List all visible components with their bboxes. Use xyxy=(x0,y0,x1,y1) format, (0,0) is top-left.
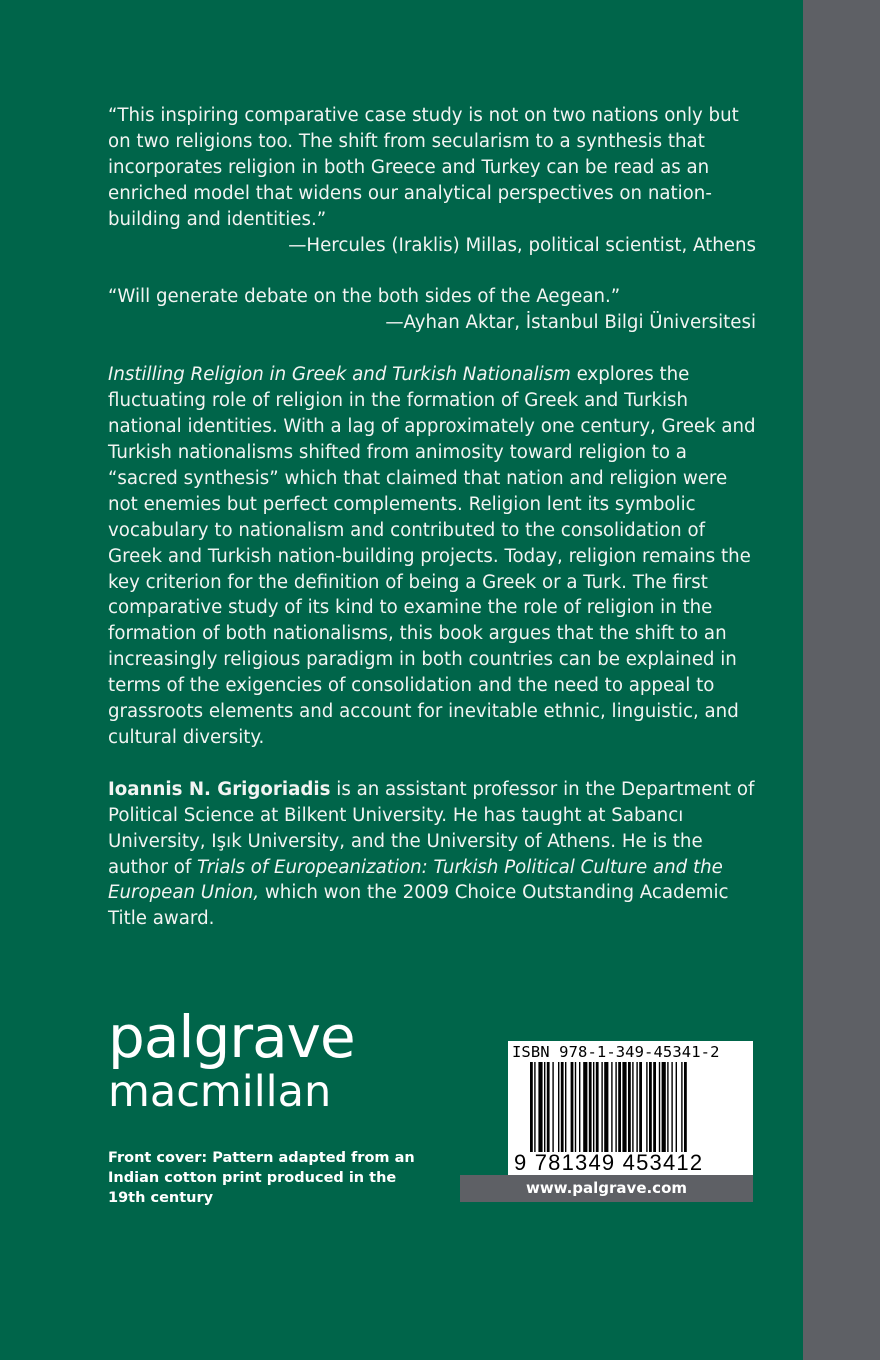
barcode-bar xyxy=(649,1062,652,1152)
quote-1-attribution: —Hercules (Iraklis) Millas, political scientist, Athens xyxy=(288,234,756,256)
barcode-bar xyxy=(622,1062,626,1152)
barcode-bar xyxy=(618,1062,621,1152)
barcode-bar xyxy=(575,1062,576,1152)
barcode-bar xyxy=(589,1062,592,1152)
barcode-bar xyxy=(646,1062,647,1152)
isbn-label: ISBN 978-1-349-45341-2 xyxy=(512,1043,720,1061)
author-name: Ioannis N. Grigoriadis xyxy=(108,778,331,800)
cover-credit-note: Front cover: Pattern adapted from an Indian cotton print produced in the 19th century xyxy=(108,1150,415,1206)
barcode-bars xyxy=(530,1062,730,1152)
publisher-logo-line-2: macmillan xyxy=(108,1067,332,1117)
barcode-bar xyxy=(571,1062,574,1152)
barcode-bar xyxy=(583,1062,587,1152)
barcode-bar xyxy=(596,1062,599,1152)
author-bio-text-1: is an assistant professor in the Department of Political Science at Bilkent University. He has taught at Sabancı University, Işık University, and the University of Athens. He is the author of xyxy=(108,778,755,878)
barcode-bar xyxy=(544,1062,545,1152)
barcode-bar xyxy=(530,1062,533,1152)
book-title: Instilling Religion in Greek and Turkish Nationalism xyxy=(108,364,571,386)
author-bio-text-2: which won the 2009 Choice Outstanding Academic Title award. xyxy=(108,882,729,930)
description-text: explores the fluctuating role of religion in the formation of Greek and Turkish national identities. With a lag of approximately one century, Greek and Turkish nationalisms shifted from animosity toward religion to a “sacred synthesis” which that claimed that nation and religion were not enemies but perfect complements. Religion lent its symbolic vocabulary to nationalism and contributed to the consolidation of Greek and Turkish nation-building projects. Today, religion remains the key criterion for the definition of being a Greek or a Turk. The first comparative study of its kind to examine the role of religion in the formation of both nationalisms, this book argues that the shift to an increasingly religious paradigm in both countries can be explained in terms of the exigencies of consolidation and the need to appeal to grassroots elements and account for inevitable ethnic, linguistic, and cultural diversity. xyxy=(108,364,756,748)
barcode-bar xyxy=(547,1062,550,1152)
barcode-bar xyxy=(659,1062,660,1152)
barcode-bar xyxy=(639,1062,642,1152)
publisher-url: www.palgrave.com xyxy=(460,1175,753,1202)
barcode-bar xyxy=(667,1062,668,1152)
barcode-digits: 9 781349 453412 xyxy=(514,1150,704,1175)
barcode-bar xyxy=(579,1062,580,1152)
barcode-bar xyxy=(593,1062,594,1152)
spine xyxy=(803,0,880,1360)
publisher-logo-line-1: palgrave xyxy=(108,1003,355,1071)
barcode-bar xyxy=(676,1062,677,1152)
barcode-bar xyxy=(534,1062,535,1152)
quote-2-attribution: —Ayhan Aktar, İstanbul Bilgi Üniversitesi xyxy=(385,312,756,334)
quote-2-text: “Will generate debate on the both sides of the Aegean.” xyxy=(108,286,621,308)
isbn-barcode xyxy=(508,1041,753,1175)
barcode-bar xyxy=(615,1062,616,1152)
author-other-book-title: Trials of Europeanization: Turkish Political Culture and the European Union, xyxy=(108,856,723,904)
barcode-bar xyxy=(671,1062,672,1152)
barcode-bar xyxy=(684,1062,687,1152)
barcode-bar xyxy=(561,1062,564,1152)
quote-1-text: “This inspiring comparative case study is not on two nations only but on two religions too. The shift from secularism to a synthesis that incorporates religion in both Greece and Turkey can be read as an enriched model that widens our analytical perspectives on nation-building and identities.” xyxy=(108,105,739,230)
barcode-bar xyxy=(538,1062,542,1152)
barcode-bar xyxy=(681,1062,682,1152)
author-bio xyxy=(108,777,756,932)
barcode-bar xyxy=(632,1062,633,1152)
barcode-bar xyxy=(558,1062,559,1152)
publisher-logo xyxy=(108,1003,355,1117)
barcode-bar xyxy=(604,1062,608,1152)
barcode-bar xyxy=(653,1062,656,1152)
book-description xyxy=(108,362,756,751)
barcode-bar xyxy=(552,1062,553,1152)
barcode-bar xyxy=(565,1062,566,1152)
barcode-bar xyxy=(601,1062,602,1152)
back-cover-text xyxy=(108,103,756,932)
barcode-bar xyxy=(628,1062,631,1152)
barcode-bar xyxy=(662,1062,666,1152)
barcode-bar xyxy=(611,1062,612,1152)
barcode-bar xyxy=(636,1062,637,1152)
